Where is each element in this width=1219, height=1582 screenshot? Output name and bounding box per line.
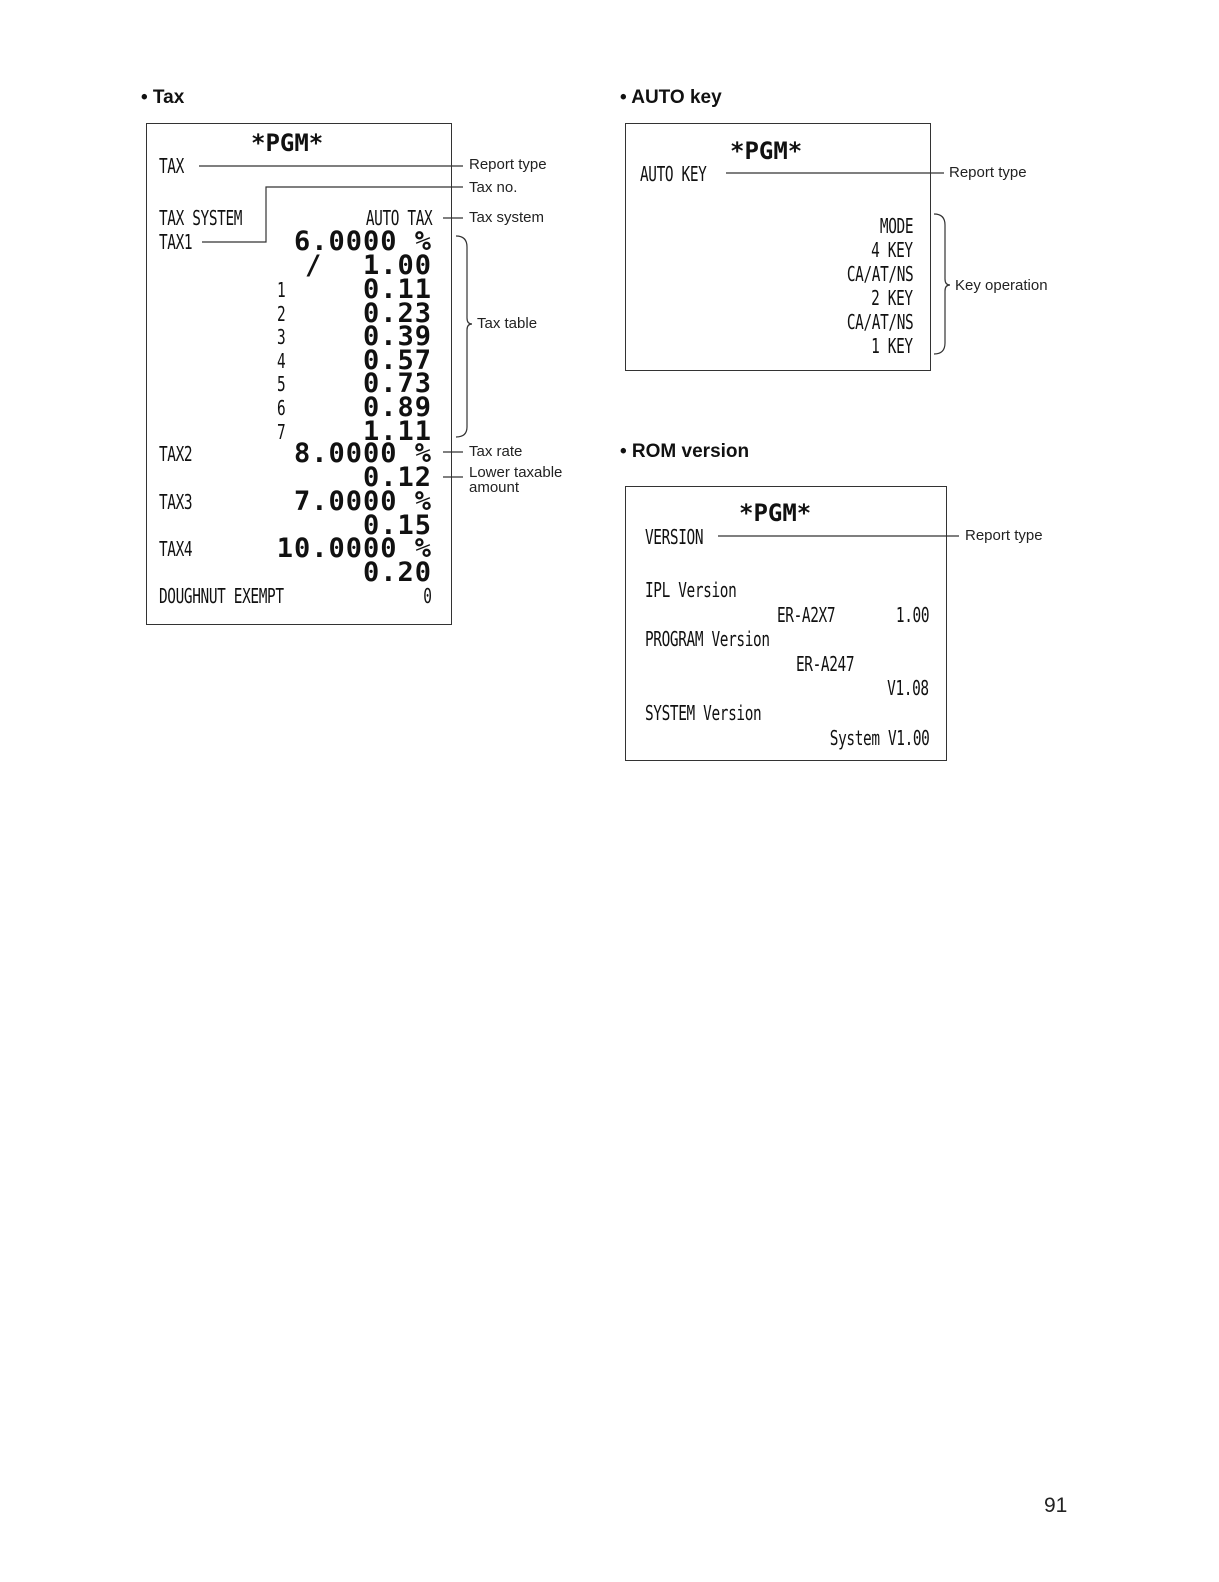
table-amount: 1.11 — [362, 416, 432, 447]
callout-report-type: Report type — [949, 164, 1027, 181]
table-amount: 0.73 — [362, 368, 432, 399]
tax-heading: • Tax — [141, 87, 185, 108]
slash-mark: / — [305, 250, 323, 281]
callout-tax-system: Tax system — [469, 209, 545, 226]
leader-line-tax-no — [202, 187, 463, 242]
report-type-text: VERSION — [645, 525, 704, 549]
table-amount: 0.57 — [362, 345, 432, 376]
table-index: 5 — [277, 372, 286, 396]
key-op-line: 1 KEY — [871, 334, 913, 358]
program-version: V1.08 — [887, 676, 929, 700]
table-index: 4 — [277, 349, 286, 373]
callout-tax-rate: Tax rate — [469, 443, 523, 460]
table-amount: 0.39 — [362, 321, 432, 352]
table-index: 2 — [277, 302, 286, 326]
tax3-rate: 7.0000 % — [293, 486, 432, 517]
rom-version-heading: • ROM version — [620, 441, 750, 462]
callout-tax-no: Tax no. — [469, 179, 518, 196]
program-model: ER-A247 — [796, 652, 855, 676]
tax-system-label: TAX SYSTEM — [159, 206, 243, 230]
system-value: System V1.00 — [829, 726, 929, 750]
tax2-lower-amount: 0.12 — [362, 462, 432, 493]
key-op-line: 4 KEY — [871, 238, 913, 262]
tax2-rate: 8.0000 % — [293, 438, 432, 469]
first-amount: 1.00 — [362, 250, 432, 281]
tax4-lower-amount: 0.20 — [362, 557, 432, 588]
ipl-version: 1.00 — [895, 603, 929, 627]
pgm-title: *PGM* — [251, 129, 324, 157]
table-amount: 0.89 — [362, 392, 432, 423]
callout-report-type: Report type — [469, 156, 547, 173]
system-label: SYSTEM Version — [645, 701, 762, 725]
exempt-label: DOUGHNUT EXEMPT — [159, 584, 284, 608]
tax3-lower-amount: 0.15 — [362, 510, 432, 541]
tax1-label: TAX1 — [159, 230, 193, 254]
table-amount: 0.23 — [362, 298, 432, 329]
tax1-rate: 6.0000 % — [293, 226, 432, 257]
table-index: 1 — [277, 278, 286, 302]
ipl-model: ER-A2X7 — [777, 603, 836, 627]
table-amount: 0.11 — [362, 274, 432, 305]
exempt-value: 0 — [423, 584, 432, 608]
callout-lower-taxable-amount: amount — [469, 479, 520, 496]
tax3-label: TAX3 — [159, 490, 193, 514]
tax4-label: TAX4 — [159, 537, 193, 561]
table-index: 3 — [277, 325, 286, 349]
callout-lower-taxable: Lower taxable — [469, 464, 563, 481]
program-label: PROGRAM Version — [645, 627, 770, 651]
key-op-line: CA/AT/NS — [846, 310, 913, 334]
ipl-label: IPL Version — [645, 578, 737, 602]
tax-table-brace — [456, 236, 472, 437]
tax2-label: TAX2 — [159, 442, 193, 466]
callout-tax-table: Tax table — [477, 315, 538, 332]
key-op-line: 2 KEY — [871, 286, 913, 310]
pgm-title: *PGM* — [739, 499, 812, 527]
key-op-line: MODE — [879, 214, 913, 238]
table-index: 7 — [277, 420, 286, 444]
tax-system-value: AUTO TAX — [365, 206, 432, 230]
pgm-title: *PGM* — [730, 137, 803, 165]
callout-report-type: Report type — [965, 527, 1043, 544]
report-type-text: AUTO KEY — [640, 162, 707, 186]
table-index: 6 — [277, 396, 286, 420]
key-op-line: CA/AT/NS — [846, 262, 913, 286]
callout-key-operation: Key operation — [955, 277, 1048, 294]
tax4-rate: 10.0000 % — [276, 533, 432, 564]
auto-key-heading: • AUTO key — [620, 87, 722, 108]
page-number: 91 — [1044, 1494, 1068, 1517]
report-type-text: TAX — [159, 154, 184, 178]
key-operation-brace — [934, 214, 950, 354]
